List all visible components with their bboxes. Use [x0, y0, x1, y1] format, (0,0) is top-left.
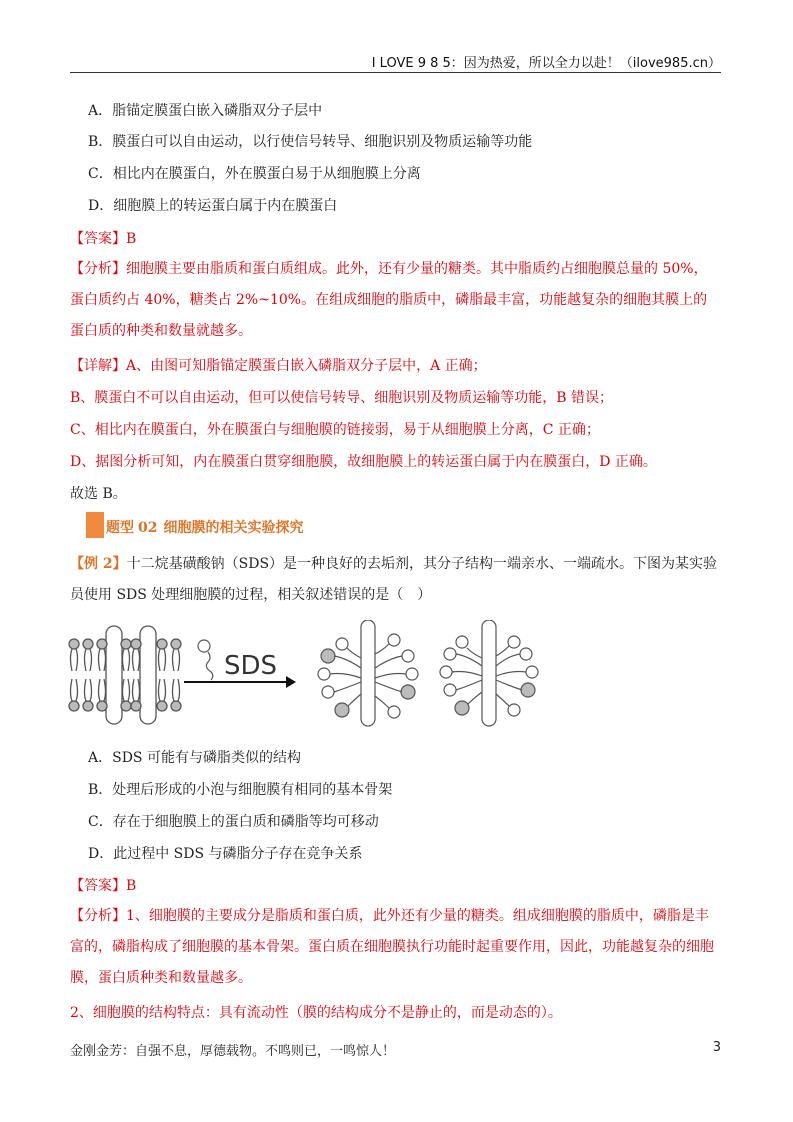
q1-option-a: A．脂锚定膜蛋白嵌入磷脂双分子层中 — [88, 103, 323, 119]
phospholipid-tail — [173, 679, 180, 701]
example-label: 【例 2】 — [70, 556, 127, 572]
answer-label: 【答案】 — [70, 231, 126, 247]
header-divider — [70, 72, 721, 73]
section-heading — [86, 512, 386, 538]
analysis-text: 1、细胞膜的主要成分是脂质和蛋白质，此外还有少量的糖类。组成细胞膜的脂质中，磷脂是丰富的，磷脂构成了细胞膜的基本骨架。蛋白质在细胞膜执行功能时起重要作用，因此，功能越复杂的细胞膜，蛋白质种类和数量越多。 — [70, 908, 714, 986]
section-marker — [86, 512, 104, 538]
section-number: 02 — [138, 520, 158, 536]
analysis-label: 【分析】 — [70, 908, 126, 924]
section-title — [106, 517, 303, 537]
example-text: 十二烷基磺酸钠（SDS）是一种良好的去垢剂，其分子结构一端亲水、一端疏水。下图为某实验员使用 SDS 处理细胞膜的过程，相关叙述错误的是（ ） — [70, 556, 718, 603]
phospholipid-head — [83, 701, 93, 711]
phospholipid-tail — [99, 679, 106, 701]
q2-analysis — [70, 901, 720, 994]
q2-answer — [70, 876, 136, 896]
sds-molecule — [198, 640, 213, 680]
phospholipid-head — [121, 701, 131, 711]
phospholipid-tail — [71, 679, 78, 701]
q2-option-d: D．此过程中 SDS 与磷脂分子存在竞争关系 — [88, 846, 363, 862]
analysis-label: 【分析】 — [70, 261, 126, 277]
membrane-bilayer — [69, 626, 181, 724]
q2-option-b: B．处理后形成的小泡与细胞膜有相同的基本骨架 — [88, 782, 393, 798]
sds-arrow-label: SDS — [224, 651, 278, 681]
q1-answer — [70, 229, 136, 249]
q1-detail-d: D、据图分析可知，内在膜蛋白贯穿细胞膜，故细胞膜上的转运蛋白属于内在膜蛋白，D 正确。 — [70, 454, 657, 470]
phospholipid-head — [157, 639, 167, 649]
q1-detail-a — [70, 356, 487, 376]
micelle-1 — [318, 620, 418, 726]
q1-option-d: D．细胞膜上的转运蛋白属于内在膜蛋白 — [88, 198, 338, 214]
q2-option-a: A．SDS 可能有与磷脂类似的结构 — [88, 750, 301, 766]
q1-conclusion: 故选 B。 — [70, 486, 127, 502]
phospholipid-head — [121, 639, 131, 649]
phospholipid-head — [157, 701, 167, 711]
phospholipid-tail — [123, 649, 130, 671]
detail-label: 【详解】 — [70, 358, 126, 374]
answer-value: B — [126, 231, 137, 247]
phospholipid-tail — [159, 649, 166, 671]
footer-motto: 金刚金芳：自强不息，厚德载物。不鸣则已，一鸣惊人！ — [70, 1044, 396, 1059]
phospholipid-tail — [71, 649, 78, 671]
section-title-text: 细胞膜的相关实验探究 — [163, 520, 304, 536]
section-prefix: 题型 — [106, 520, 134, 536]
phospholipid-tail — [133, 649, 140, 671]
phospholipid-head — [97, 639, 107, 649]
sds-membrane-diagram — [66, 620, 666, 730]
page-header: I LOVE 9 8 5：因为热爱，所以全力以赴！（ilove985.cn） — [371, 56, 721, 71]
phospholipid-tail — [123, 679, 130, 701]
micelle-2 — [440, 620, 538, 726]
example2-stem — [70, 549, 720, 611]
phospholipid-tail — [85, 649, 92, 671]
answer-value: B — [126, 878, 137, 894]
q2-analysis-point2: 2、细胞膜的结构特点：具有流动性（膜的结构成分不是静止的，而是动态的）。 — [70, 1005, 562, 1021]
phospholipid-head — [69, 701, 79, 711]
q1-option-c: C．相比内在膜蛋白，外在膜蛋白易于从细胞膜上分离 — [88, 166, 421, 182]
phospholipid-head — [97, 701, 107, 711]
q1-option-b: B．膜蛋白可以自由运动，以行使信号转导、细胞识别及物质运输等功能 — [88, 134, 533, 150]
page-number: 3 — [712, 1040, 721, 1055]
phospholipid-tail — [99, 649, 106, 671]
q1-detail-c: C、相比内在膜蛋白，外在膜蛋白与细胞膜的链接弱，易于从细胞膜上分离，C 正确； — [70, 422, 600, 438]
phospholipid-tail — [85, 679, 92, 701]
q2-option-c: C．存在于细胞膜上的蛋白质和磷脂等均可移动 — [88, 814, 379, 830]
detail-line-a: A、由图可知脂锚定膜蛋白嵌入磷脂双分子层中，A 正确； — [126, 358, 487, 374]
phospholipid-tail — [133, 679, 140, 701]
phospholipid-head — [131, 639, 141, 649]
phospholipid-head — [69, 639, 79, 649]
phospholipid-tail — [173, 649, 180, 671]
q1-detail-b: B、膜蛋白不可以自由运动，但可以使信号转导、细胞识别及物质运输等功能，B 错误； — [70, 390, 614, 406]
phospholipid-head — [171, 701, 181, 711]
answer-label: 【答案】 — [70, 878, 126, 894]
phospholipid-head — [83, 639, 93, 649]
q1-analysis — [70, 254, 720, 347]
analysis-text: 细胞膜主要由脂质和蛋白质组成。此外，还有少量的糖类。其中脂质约占细胞膜总量的 50%，蛋白质约占 40%，糖类占 2%~10%。在组成细胞的脂质中，磷脂最丰富，功能越复杂的细胞其膜上的蛋白质的种类和数量就越多。 — [70, 261, 708, 339]
phospholipid-head — [131, 701, 141, 711]
phospholipid-tail — [159, 679, 166, 701]
phospholipid-head — [171, 639, 181, 649]
